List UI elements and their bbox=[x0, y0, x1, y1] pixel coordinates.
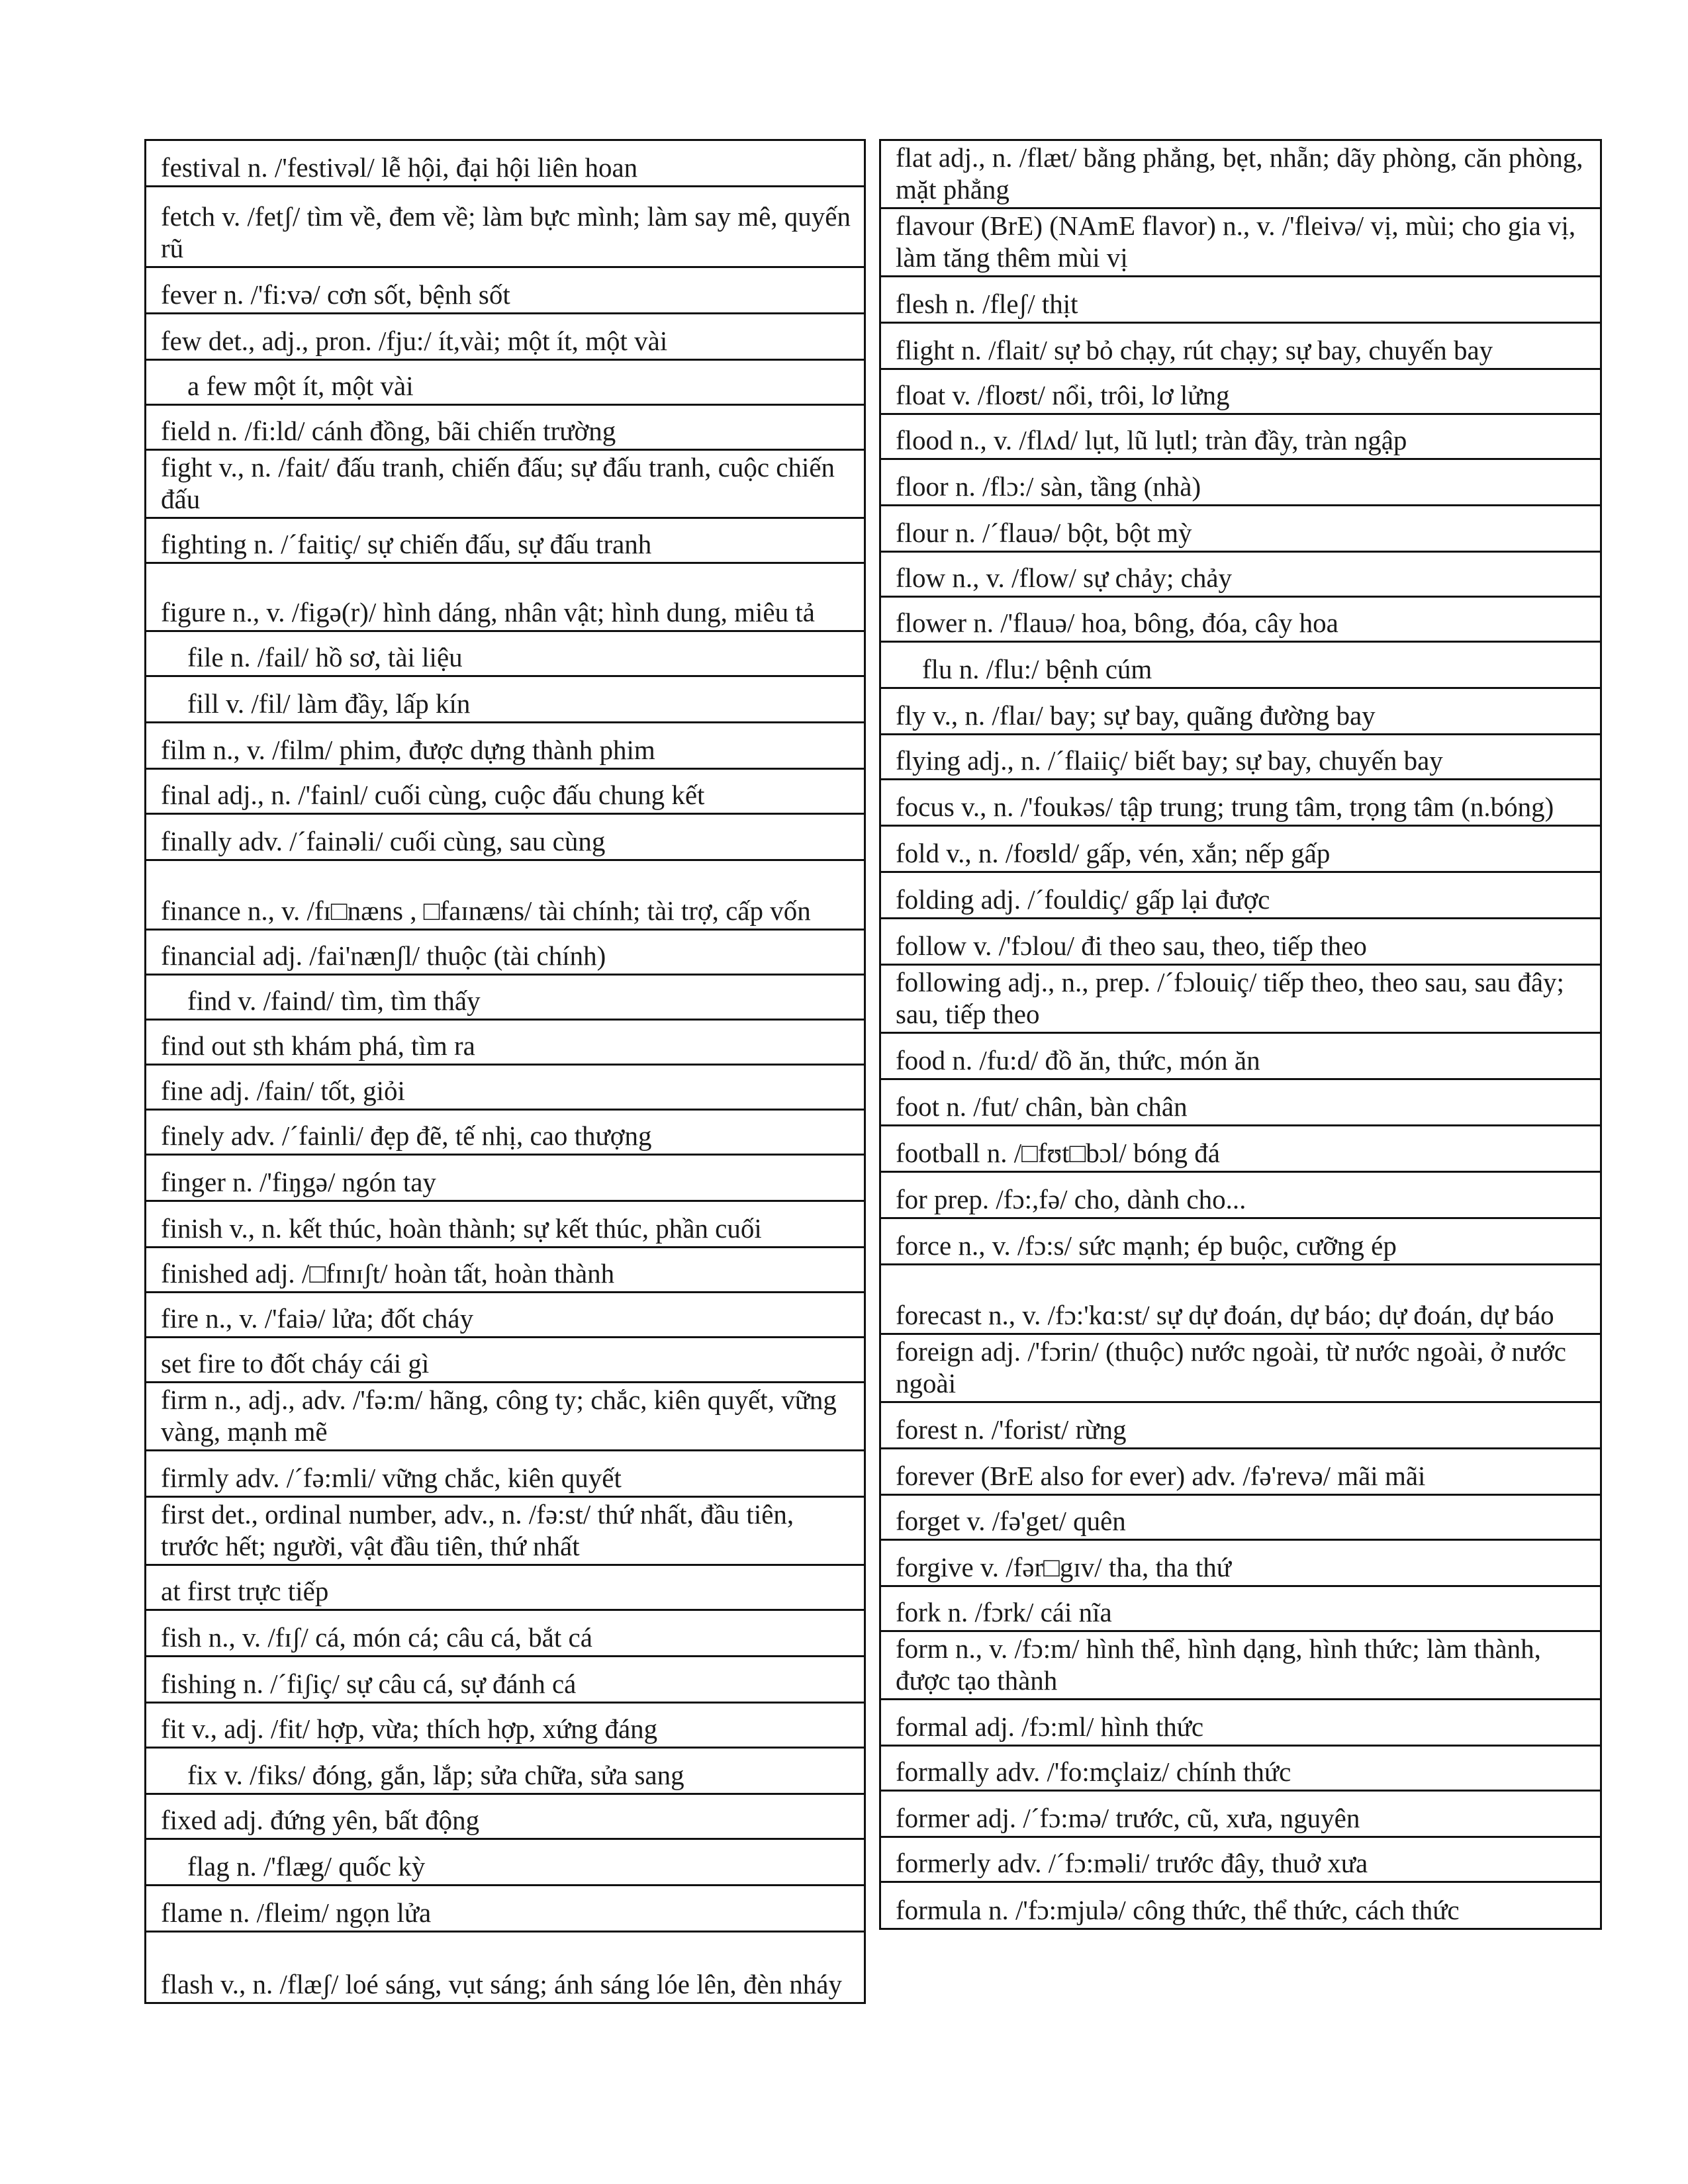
dictionary-entry-row bbox=[146, 141, 864, 187]
entry-text: float v. /floʊt/ nổi, trôi, lơ lửng bbox=[896, 380, 1230, 410]
dictionary-entry-row bbox=[146, 406, 864, 451]
entry-text: fork n. /fɔrk/ cái nĩa bbox=[896, 1597, 1112, 1627]
dictionary-entry-row bbox=[146, 770, 864, 815]
entry-text: fold v., n. /foʊld/ gấp, vén, xắn; nếp gấp bbox=[896, 838, 1331, 868]
entry-text: file n. /fail/ hồ sơ, tài liệu bbox=[187, 642, 463, 672]
dictionary-entry-row bbox=[146, 861, 864, 931]
dictionary-entry-row bbox=[146, 451, 864, 519]
entry-text: football n. /□fʊt□bɔl/ bóng đá bbox=[896, 1138, 1220, 1168]
entry-text: formal adj. /fɔ:ml/ hình thức bbox=[896, 1711, 1204, 1742]
entry-text: finish v., n. kết thúc, hoàn thành; sự kết thúc, phần cuối bbox=[161, 1213, 762, 1244]
dictionary-entry-row bbox=[146, 268, 864, 314]
entry-text: finished adj. /□fɪnɪʃt/ hoàn tất, hoàn thành bbox=[161, 1258, 615, 1289]
entry-text: forest n. /'forist/ rừng bbox=[896, 1414, 1127, 1445]
dictionary-entry-row bbox=[881, 209, 1600, 277]
dictionary-entry-row bbox=[881, 873, 1600, 919]
dictionary-entry-row bbox=[881, 324, 1600, 370]
dictionary-entry-row bbox=[881, 1080, 1600, 1126]
entry-text: figure n., v. /figə(r)/ hình dáng, nhân vật; hình dung, miêu tả bbox=[161, 597, 815, 627]
entry-text: focus v., n. /'foukəs/ tập trung; trung tâm, trọng tâm (n.bóng) bbox=[896, 792, 1554, 822]
entry-text: for prep. /fɔ:,fə/ cho, dành cho... bbox=[896, 1184, 1246, 1214]
dictionary-entry-row bbox=[881, 277, 1600, 324]
entry-text: find out sth khám phá, tìm ra bbox=[161, 1030, 475, 1061]
dictionary-entry-row bbox=[146, 314, 864, 361]
entry-text: flower n. /'flauə/ hoa, bông, đóa, cây hoa bbox=[896, 608, 1338, 638]
entry-text: foot n. /fut/ chân, bàn chân bbox=[896, 1091, 1188, 1122]
entry-text: fly v., n. /flaɪ/ bay; sự bay, quãng đường bay bbox=[896, 700, 1376, 731]
dictionary-entry-row bbox=[146, 1383, 864, 1451]
dictionary-entry-row bbox=[881, 1700, 1600, 1747]
entry-text: fever n. /'fi:və/ cơn sốt, bệnh sốt bbox=[161, 279, 510, 310]
dictionary-entry-row bbox=[146, 1611, 864, 1657]
entry-text: formula n. /'fɔ:mjulə/ công thức, thể thức, cách thức bbox=[896, 1895, 1460, 1925]
dictionary-entry-row bbox=[146, 677, 864, 723]
entry-text: festival n. /'festivəl/ lễ hội, đại hội liên hoan bbox=[161, 152, 638, 183]
left-column bbox=[144, 139, 866, 2004]
dictionary-entry-row bbox=[881, 1219, 1600, 1265]
entry-text: finger n. /'fiŋgə/ ngón tay bbox=[161, 1167, 436, 1197]
entry-text: follow v. /'fɔlou/ đi theo sau, theo, tiếp theo bbox=[896, 931, 1367, 961]
entry-text: flavour (BrE) (NAmE flavor) n., v. /'fleivə/ vị, mùi; cho gia vị, làm tăng thêm mùi vị bbox=[896, 210, 1576, 273]
dictionary-entry-row bbox=[881, 1838, 1600, 1883]
entry-text: fish n., v. /fɪʃ/ cá, món cá; câu cá, bắt cá bbox=[161, 1622, 592, 1653]
dictionary-entry-row bbox=[881, 735, 1600, 780]
entry-text: forgive v. /fər□gɪv/ tha, tha thứ bbox=[896, 1552, 1231, 1582]
dictionary-entry-row bbox=[146, 1248, 864, 1293]
dictionary-entry-row bbox=[146, 1156, 864, 1202]
dictionary-entry-row bbox=[146, 1933, 864, 2002]
dictionary-entry-row bbox=[881, 780, 1600, 827]
entry-text: set fire to đốt cháy cái gì bbox=[161, 1348, 430, 1379]
dictionary-entry-row bbox=[881, 460, 1600, 506]
entry-text: formerly adv. /´fɔ:məli/ trước đây, thuở xưa bbox=[896, 1848, 1368, 1878]
entry-text: fetch v. /fetʃ/ tìm về, đem về; làm bực mình; làm say mê, quyến rũ bbox=[161, 201, 851, 263]
dictionary-entry-row bbox=[881, 370, 1600, 415]
entry-text: financial adj. /fai'nænʃl/ thuộc (tài chính) bbox=[161, 940, 606, 971]
dictionary-entry-row bbox=[881, 1403, 1600, 1449]
dictionary-entry-row bbox=[146, 519, 864, 564]
entry-text: fix v. /fiks/ đóng, gắn, lắp; sửa chữa, sửa sang bbox=[187, 1760, 684, 1790]
dictionary-entry-row bbox=[146, 1840, 864, 1886]
entry-text: fishing n. /´fiʃiç/ sự câu cá, sự đánh cá bbox=[161, 1668, 577, 1699]
entry-text: fill v. /fil/ làm đầy, lấp kín bbox=[187, 688, 471, 719]
dictionary-entry-row bbox=[146, 1338, 864, 1383]
dictionary-entry-row bbox=[881, 506, 1600, 553]
entry-text: following adj., n., prep. /´fɔlouiç/ tiếp theo, theo sau, sau đây; sau, tiếp theo bbox=[896, 967, 1564, 1029]
entry-text: fight v., n. /fait/ đấu tranh, chiến đấu; sự đấu tranh, cuộc chiến đấu bbox=[161, 452, 835, 514]
dictionary-entry-row bbox=[881, 598, 1600, 643]
dictionary-entry-row bbox=[881, 141, 1600, 209]
entry-text: folding adj. /´fouldiç/ gấp lại được bbox=[896, 884, 1270, 915]
entry-text: film n., v. /film/ phim, được dựng thành phim bbox=[161, 735, 655, 765]
entry-text: flash v., n. /flæʃ/ loé sáng, vụt sáng; ánh sáng lóe lên, đèn nháy bbox=[161, 1969, 842, 1999]
dictionary-entry-row bbox=[881, 1747, 1600, 1792]
entry-text: flag n. /'flæg/ quốc kỳ bbox=[187, 1851, 426, 1882]
dictionary-entry-row bbox=[146, 931, 864, 976]
dictionary-entry-row bbox=[881, 966, 1600, 1034]
dictionary-entry-row bbox=[881, 1496, 1600, 1541]
dictionary-entry-row bbox=[146, 1749, 864, 1795]
dictionary-entry-row bbox=[146, 1704, 864, 1749]
dictionary-entry-row bbox=[146, 723, 864, 770]
entry-text: flying adj., n. /´flaiiç/ biết bay; sự bay, chuyến bay bbox=[896, 745, 1443, 776]
dictionary-entry-row bbox=[881, 415, 1600, 460]
dictionary-entry-row bbox=[146, 1451, 864, 1498]
entry-text: firmly adv. /´fə:mli/ vững chắc, kiên quyết bbox=[161, 1463, 622, 1493]
dictionary-entry-row bbox=[881, 827, 1600, 873]
dictionary-entry-row bbox=[881, 1034, 1600, 1080]
dictionary-entry-row bbox=[146, 1886, 864, 1933]
entry-text: flu n. /flu:/ bệnh cúm bbox=[922, 654, 1152, 684]
dictionary-entry-row bbox=[146, 815, 864, 861]
entry-text: field n. /fi:ld/ cánh đồng, bãi chiến trường bbox=[161, 416, 616, 446]
entry-text: former adj. /´fɔ:mə/ trước, cũ, xưa, nguyên bbox=[896, 1803, 1360, 1833]
dictionary-entry-row bbox=[146, 1202, 864, 1248]
entry-text: fit v., adj. /fit/ hợp, vừa; thích hợp, xứng đáng bbox=[161, 1713, 658, 1744]
dictionary-entry-row bbox=[146, 187, 864, 268]
entry-text: final adj., n. /'fainl/ cuối cùng, cuộc đấu chung kết bbox=[161, 780, 705, 810]
dictionary-entry-row bbox=[146, 1111, 864, 1156]
dictionary-entry-row bbox=[146, 632, 864, 677]
dictionary-entry-row bbox=[146, 1657, 864, 1704]
dictionary-entry-row bbox=[881, 1265, 1600, 1335]
dictionary-entry-row bbox=[881, 689, 1600, 735]
dictionary-entry-row bbox=[881, 643, 1600, 689]
entry-text: flat adj., n. /flæt/ bằng phẳng, bẹt, nhẵn; dãy phòng, căn phòng, mặt phẳng bbox=[896, 142, 1583, 205]
entry-text: fighting n. /´faitiç/ sự chiến đấu, sự đấu tranh bbox=[161, 529, 652, 559]
entry-text: force n., v. /fɔ:s/ sức mạnh; ép buộc, cưỡng ép bbox=[896, 1230, 1397, 1261]
entry-text: find v. /faind/ tìm, tìm thấy bbox=[187, 985, 481, 1016]
entry-text: flood n., v. /flʌd/ lụt, lũ lụtl; tràn đầy, tràn ngập bbox=[896, 425, 1407, 455]
dictionary-entry-row bbox=[146, 564, 864, 632]
entry-text: firm n., adj., adv. /'fə:m/ hãng, công ty; chắc, kiên quyết, vững vàng, mạnh mẽ bbox=[161, 1385, 837, 1447]
entry-text: form n., v. /fɔ:m/ hình thể, hình dạng, hình thức; làm thành, được tạo thành bbox=[896, 1633, 1541, 1696]
right-column bbox=[879, 139, 1602, 1930]
dictionary-entry-row bbox=[881, 1449, 1600, 1496]
entry-text: finely adv. /´fainli/ đẹp đẽ, tế nhị, cao thượng bbox=[161, 1120, 652, 1151]
entry-text: flour n. /´flauə/ bột, bột mỳ bbox=[896, 518, 1192, 548]
entry-text: foreign adj. /'fɔrin/ (thuộc) nước ngoài, từ nước ngoài, ở nước ngoài bbox=[896, 1336, 1566, 1398]
dictionary-entry-row bbox=[881, 1587, 1600, 1632]
dictionary-entry-row bbox=[146, 1566, 864, 1611]
entry-text: formally adv. /'fo:mçlaiz/ chính thức bbox=[896, 1756, 1291, 1787]
dictionary-entry-row bbox=[881, 1173, 1600, 1219]
entry-text: first det., ordinal number, adv., n. /fə:st/ thứ nhất, đầu tiên, trước hết; người, vật đầu tiên, thứ nhất bbox=[161, 1499, 794, 1561]
entry-text: a few một ít, một vài bbox=[187, 371, 414, 401]
entry-text: flow n., v. /flow/ sự chảy; chảy bbox=[896, 563, 1233, 593]
entry-text: forever (BrE also for ever) adv. /fə'revə/ mãi mãi bbox=[896, 1461, 1426, 1491]
entry-text: flame n. /fleim/ ngọn lửa bbox=[161, 1897, 432, 1928]
dictionary-entry-row bbox=[881, 1541, 1600, 1587]
dictionary-entry-row bbox=[146, 976, 864, 1021]
dictionary-entry-row bbox=[881, 1335, 1600, 1403]
entry-text: finally adv. /´fainəli/ cuối cùng, sau cùng bbox=[161, 826, 606, 856]
entry-text: finance n., v. /fɪ□næns , □faɪnæns/ tài chính; tài trợ, cấp vốn bbox=[161, 895, 811, 926]
entry-text: food n. /fu:d/ đồ ăn, thức, món ăn bbox=[896, 1045, 1260, 1075]
dictionary-entry-row bbox=[146, 361, 864, 406]
dictionary-entry-row bbox=[146, 1498, 864, 1566]
entry-text: flight n. /flait/ sự bỏ chạy, rút chạy; sự bay, chuyến bay bbox=[896, 335, 1493, 365]
entry-text: forecast n., v. /fɔ:'kɑ:st/ sự dự đoán, dự báo; dự đoán, dự báo bbox=[896, 1300, 1554, 1330]
entry-text: floor n. /flɔ:/ sàn, tầng (nhà) bbox=[896, 471, 1201, 502]
entry-text: flesh n. /fleʃ/ thịt bbox=[896, 289, 1078, 319]
entry-text: at first trực tiếp bbox=[161, 1576, 329, 1606]
entry-text: fine adj. /fain/ tốt, giỏi bbox=[161, 1075, 405, 1106]
entry-text: forget v. /fə'get/ quên bbox=[896, 1506, 1126, 1536]
dictionary-entry-row bbox=[881, 1632, 1600, 1700]
dictionary-entry-row bbox=[146, 1293, 864, 1338]
dictionary-entry-row bbox=[881, 553, 1600, 598]
entry-text: few det., adj., pron. /fju:/ ít,vài; một ít, một vài bbox=[161, 326, 668, 356]
dictionary-entry-row bbox=[146, 1021, 864, 1066]
dictionary-entry-row bbox=[881, 919, 1600, 966]
dictionary-entry-row bbox=[146, 1066, 864, 1111]
entry-text: fixed adj. đứng yên, bất động bbox=[161, 1805, 480, 1835]
dictionary-entry-row bbox=[881, 1792, 1600, 1838]
dictionary-entry-row bbox=[881, 1883, 1600, 1928]
entry-text: fire n., v. /'faiə/ lửa; đốt cháy bbox=[161, 1303, 474, 1334]
dictionary-entry-row bbox=[146, 1795, 864, 1840]
dictionary-entry-row bbox=[881, 1126, 1600, 1173]
